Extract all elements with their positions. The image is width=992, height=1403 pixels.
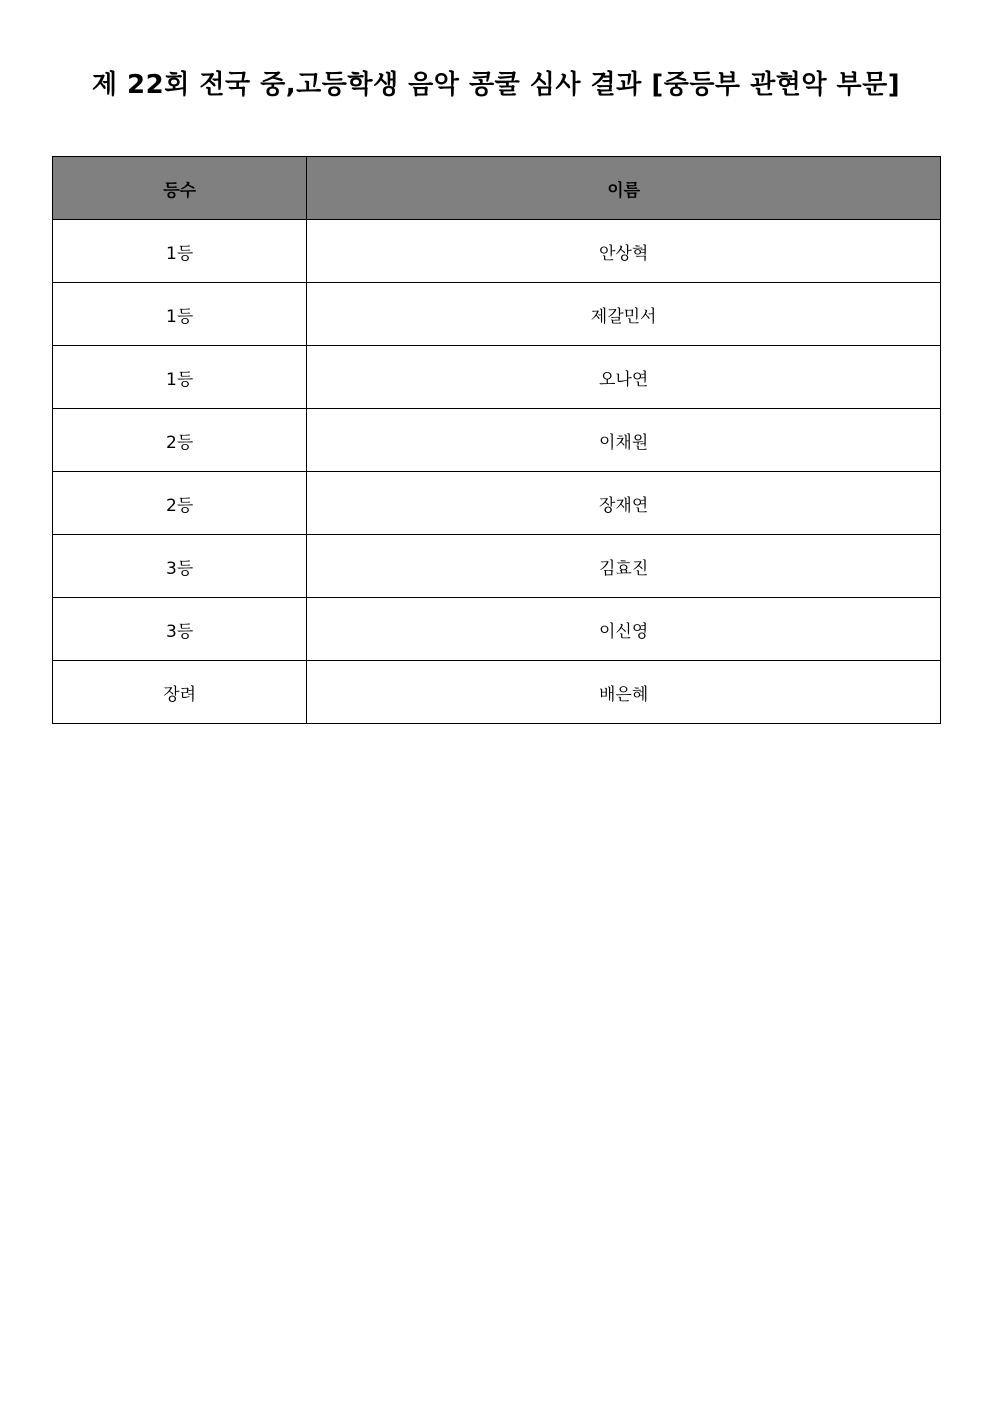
rank-cell: 1등 (53, 283, 307, 346)
rank-cell: 3등 (53, 598, 307, 661)
rank-cell: 장려 (53, 661, 307, 724)
table-row (53, 598, 941, 661)
table-row (53, 283, 941, 346)
page-title: 제 22회 전국 중,고등학생 음악 콩쿨 심사 결과 [중등부 관현악 부문] (91, 70, 901, 100)
name-cell: 오나연 (307, 346, 941, 409)
rank-cell: 2등 (53, 409, 307, 472)
name-cell: 장재연 (307, 472, 941, 535)
name-cell: 배은혜 (307, 661, 941, 724)
name-cell: 안상혁 (307, 220, 941, 283)
table-row (53, 535, 941, 598)
table-row (53, 220, 941, 283)
results-table (52, 156, 941, 724)
rank-cell: 3등 (53, 535, 307, 598)
table-header-row (53, 157, 941, 220)
table-row (53, 472, 941, 535)
column-header-name: 이름 (307, 157, 941, 220)
name-cell: 제갈민서 (307, 283, 941, 346)
rank-cell: 1등 (53, 346, 307, 409)
name-cell: 김효진 (307, 535, 941, 598)
table-row (53, 661, 941, 724)
name-cell: 이신영 (307, 598, 941, 661)
column-header-rank: 등수 (53, 157, 307, 220)
rank-cell: 1등 (53, 220, 307, 283)
rank-cell: 2등 (53, 472, 307, 535)
table-row (53, 409, 941, 472)
name-cell: 이채원 (307, 409, 941, 472)
table-row (53, 346, 941, 409)
